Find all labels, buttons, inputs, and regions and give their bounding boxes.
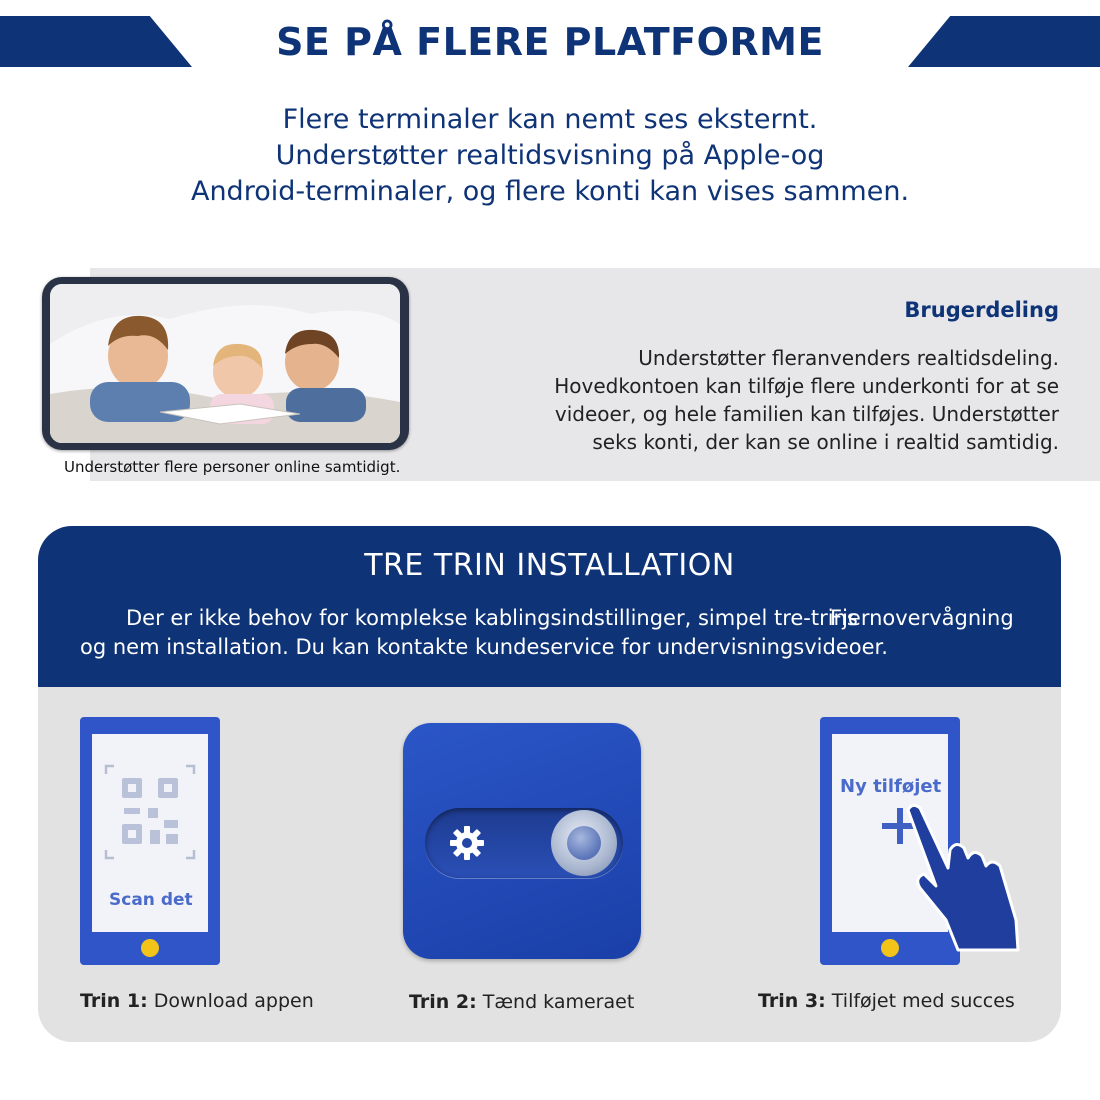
- intro-line: Android-terminaler, og flere konti kan vises sammen.: [190, 176, 910, 207]
- intro-text: [100, 102, 1000, 210]
- step2-label: Trin 2:: [409, 991, 477, 1013]
- sharing-caption: Understøtter flere personer online samtidigt.: [64, 458, 401, 476]
- step1-phone: [80, 717, 220, 965]
- step3-text: Tilføjet med succes: [831, 990, 1015, 1012]
- camera-toggle-app-icon: [403, 723, 641, 959]
- sharing-line: videoer, og hele familien kan tilføjes. Understøtter: [554, 402, 1059, 426]
- install-title: TRE TRIN INSTALLATION: [364, 548, 735, 583]
- home-button: [881, 939, 899, 957]
- children-reading-illustration: [50, 284, 400, 443]
- gear-icon: [447, 823, 487, 863]
- sharing-line: seks konti, der kan se online i realtid samtidig.: [592, 430, 1059, 454]
- step2-text: Tænd kameraet: [482, 991, 635, 1013]
- sharing-line: Hovedkontoen kan tilføje flere underkonti for at se: [554, 374, 1059, 398]
- sharing-line: Understøtter fleranvenders realtidsdeling.: [638, 346, 1059, 370]
- install-line: Der er ikke behov for komplekse kablingsindstillinger, simpel tre-trins: [126, 606, 858, 630]
- intro-line: Flere terminaler kan nemt ses eksternt.: [282, 104, 818, 135]
- scan-label: Scan det: [109, 890, 193, 910]
- step1-text: Download appen: [153, 990, 314, 1012]
- step2-caption: [409, 991, 634, 1013]
- step1-caption: [80, 990, 314, 1012]
- step1-screen: [92, 734, 208, 932]
- new-added-label: Ny tilføjet: [840, 776, 942, 797]
- install-line: og nem installation. Du kan kontakte kundeservice for undervisningsvideoer.: [80, 635, 888, 659]
- step1-label: Trin 1:: [80, 990, 148, 1012]
- sharing-title: Brugerdeling: [904, 298, 1059, 322]
- landscape-phone: [42, 277, 409, 450]
- toggle-switch-icon: [425, 808, 623, 878]
- step3-label: Trin 3:: [758, 990, 826, 1012]
- intro-line: Understøtter realtidsvisning på Apple-og: [275, 140, 825, 171]
- toggle-knob: [551, 810, 617, 876]
- step3-caption: [758, 990, 1015, 1012]
- page-title: SE PÅ FLERE PLATFORME: [276, 20, 824, 64]
- pointing-hand-icon: [898, 800, 1023, 955]
- family-photo: [50, 284, 400, 443]
- overlay-text: Fjernovervågning: [830, 606, 1014, 630]
- sharing-description: [439, 344, 1059, 456]
- qr-code-icon: [92, 764, 208, 862]
- home-button: [141, 939, 159, 957]
